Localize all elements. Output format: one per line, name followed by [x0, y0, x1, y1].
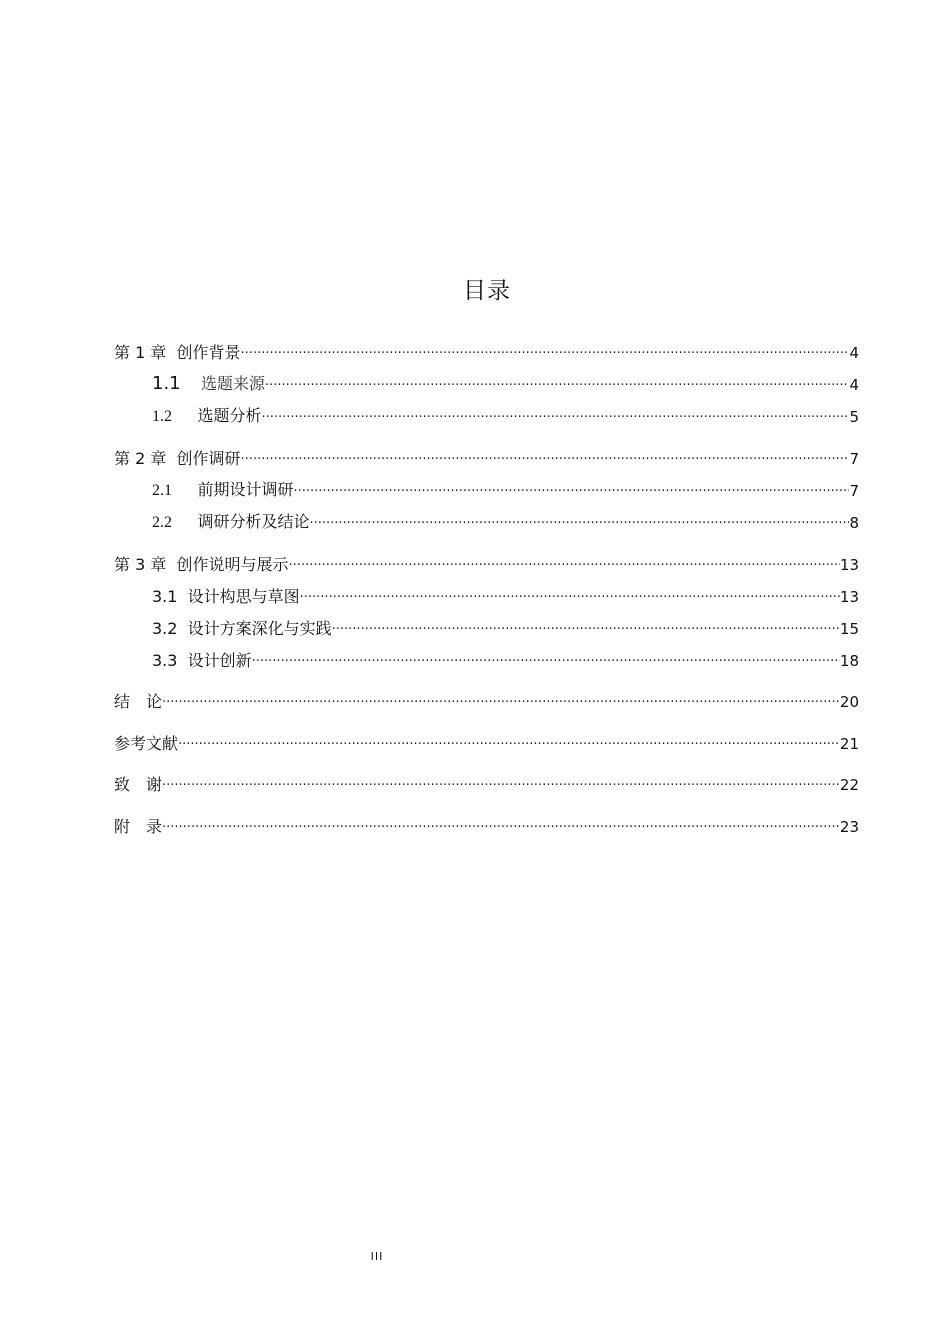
toc-entry-number: 第 3 章 — [114, 555, 167, 574]
toc-entry-section-2-1[interactable] — [152, 478, 859, 502]
toc-entry-label — [152, 650, 252, 672]
toc-entry-page: 20 — [839, 693, 859, 711]
toc-entry-page: 23 — [839, 818, 859, 836]
toc-entry-number: 3.2 — [152, 619, 178, 638]
toc-entry-number: 3.1 — [152, 587, 178, 606]
toc-entry-text: 设计创新 — [187, 651, 252, 670]
toc-entry-chapter-3[interactable] — [114, 552, 859, 576]
toc-entry-chapter-2[interactable] — [114, 446, 859, 470]
toc-entry-appendix[interactable] — [114, 814, 859, 838]
toc-entry-section-3-2[interactable] — [152, 616, 859, 640]
toc-entry-section-2-2[interactable] — [152, 510, 859, 534]
toc-entry-text: 调研分析及结论 — [197, 512, 310, 531]
toc-entry-page: 5 — [849, 408, 859, 426]
toc-entry-label — [152, 511, 309, 534]
toc-dot-leader — [162, 819, 840, 838]
toc-entry-number: 1.2 — [152, 408, 172, 425]
toc-dot-leader — [309, 515, 849, 534]
toc-entry-page: 4 — [849, 376, 859, 394]
toc-entry-chapter-1[interactable] — [114, 340, 859, 364]
toc-entry-label — [114, 733, 178, 755]
toc-dot-leader — [162, 694, 840, 713]
toc-title: 目录 — [463, 278, 511, 304]
toc-entry-section-3-3[interactable] — [152, 648, 859, 672]
toc-dot-leader — [265, 377, 849, 396]
toc-entry-text: 创作说明与展示 — [176, 555, 289, 574]
toc-entry-number: 1.1 — [152, 373, 181, 394]
toc-entry-number: 第 2 章 — [114, 449, 167, 468]
toc-entry-text: 选题来源 — [200, 376, 265, 393]
toc-dot-leader — [332, 621, 840, 640]
toc-entry-label — [114, 691, 162, 713]
toc-entry-label — [152, 405, 261, 428]
toc-dot-leader — [293, 483, 849, 502]
toc-entry-number: 3.3 — [152, 651, 178, 670]
toc-entry-text: 创作调研 — [176, 449, 241, 468]
page-number-footer: III — [370, 1250, 384, 1263]
toc-entry-label — [152, 373, 265, 396]
toc-entry-page: 13 — [839, 588, 859, 606]
toc-entry-number: 2.2 — [152, 514, 172, 531]
toc-entry-page: 4 — [849, 344, 859, 362]
toc-entry-label — [114, 342, 241, 364]
toc-dot-leader — [178, 736, 840, 755]
toc-entry-text: 设计构思与草图 — [187, 587, 300, 606]
toc-entry-text: 前期设计调研 — [197, 480, 294, 499]
toc-entry-label — [114, 554, 289, 576]
toc-dot-leader — [241, 451, 850, 470]
toc-entry-acknowledgements[interactable] — [114, 772, 859, 796]
toc-dot-leader — [289, 557, 840, 576]
toc-entry-page: 21 — [839, 735, 859, 753]
toc-entry-number: 第 1 章 — [114, 343, 167, 362]
toc-entry-page: 13 — [839, 556, 859, 574]
toc-entry-section-1-2[interactable] — [152, 404, 859, 428]
toc-entry-text: 致 谢 — [114, 775, 163, 794]
toc-entry-text: 选题分析 — [197, 406, 262, 425]
toc-dot-leader — [300, 589, 840, 608]
toc-entry-text: 设计方案深化与实践 — [187, 619, 332, 638]
toc-entry-references[interactable] — [114, 731, 859, 755]
toc-entry-section-1-1[interactable] — [152, 372, 859, 396]
toc-dot-leader — [261, 409, 849, 428]
toc-entry-conclusion[interactable] — [114, 689, 859, 713]
toc-entry-label — [152, 479, 293, 502]
toc-entry-label — [114, 774, 162, 796]
toc-entry-label — [152, 586, 300, 608]
toc-entry-text: 参考文献 — [114, 734, 179, 753]
toc-entry-label — [152, 618, 332, 640]
toc-entry-text: 结 论 — [114, 692, 163, 711]
toc-entry-number: 2.1 — [152, 482, 172, 499]
toc-entry-label — [114, 448, 241, 470]
toc-entry-page: 7 — [849, 482, 859, 500]
toc-entry-page: 15 — [839, 620, 859, 638]
toc-entry-text: 创作背景 — [176, 343, 241, 362]
toc-entry-label — [114, 816, 162, 838]
toc-dot-leader — [241, 345, 850, 364]
toc-entry-page: 22 — [839, 776, 859, 794]
toc-dot-leader — [252, 653, 840, 672]
toc-entry-page: 7 — [849, 450, 859, 468]
toc-entry-section-3-1[interactable] — [152, 584, 859, 608]
toc-dot-leader — [162, 777, 840, 796]
toc-entry-page: 8 — [849, 514, 859, 532]
toc-entry-page: 18 — [839, 652, 859, 670]
toc-entry-text: 附 录 — [114, 817, 163, 836]
